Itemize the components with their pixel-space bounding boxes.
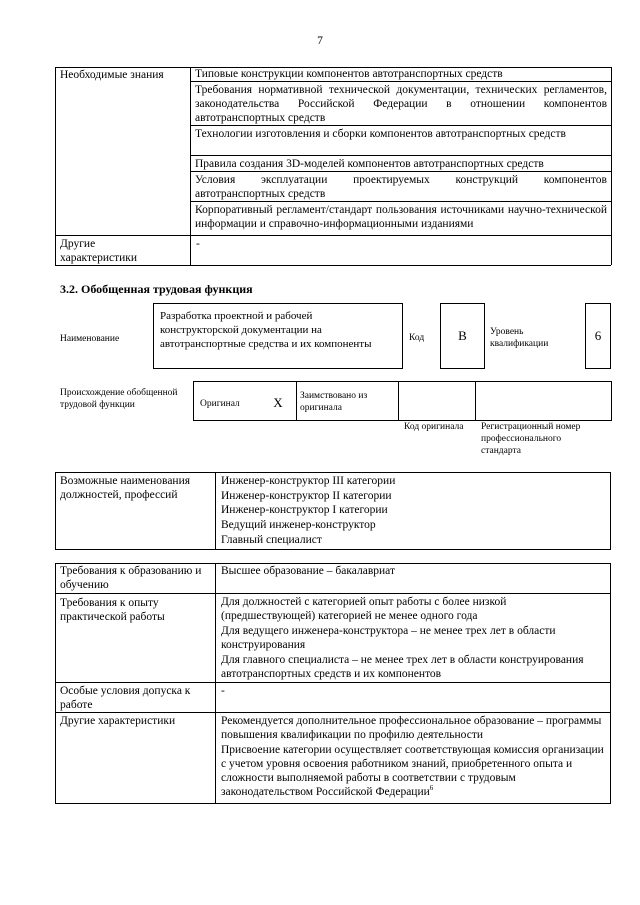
positions-label: Возможные наименования должностей, профессий: [60, 475, 191, 501]
knowledge-item: Требования нормативной технической документации, технических регламентов, законодательства Российской Федерации в отношении компонентов автотранспортных средств: [195, 84, 607, 124]
borrowed-label: Заимствовано из оригинала: [300, 391, 368, 413]
admission-label: Особые условия допуска к работе: [60, 685, 191, 711]
code-value: B: [458, 328, 467, 343]
other-characteristics-label: Другие характеристики: [60, 238, 138, 264]
education-value: Высшее образование – бакалавриат: [221, 565, 395, 577]
knowledge-item: Условия эксплуатации проектируемых конструкций компонентов автотранспортных средств: [195, 174, 607, 200]
experience-line: Для должностей с категорией опыт работы с более низкой (предшествующей) категорией не менее одного года: [221, 596, 507, 622]
code-label: Код: [409, 333, 425, 343]
position-item: Ведущий инженер-конструктор: [221, 519, 376, 531]
experience-line: Для главного специалиста – не менее трех лет в области конструирования автотранспортных средств и их компонентов: [221, 654, 584, 680]
other-requirement-line: [221, 743, 607, 799]
knowledge-label: Необходимые знания: [60, 69, 164, 81]
qualification-level-label: Уровень квалификации: [490, 327, 549, 349]
other-requirement-text: Присвоение категории осуществляет соответствующая комиссия организации с учетом уровня освоения работником знаний, приобретенного опыта и сложности выполняемой работы в соответствии с трудовым законодательством Российской Федерации: [221, 744, 604, 798]
other-characteristics-value: -: [196, 238, 200, 250]
position-item: Инженер-конструктор II категории: [221, 490, 392, 502]
experience-line: Для ведущего инженера-конструктора – не менее трех лет в области конструирования: [221, 625, 556, 651]
registration-number-caption: Регистрационный номер профессионального стандарта: [481, 422, 581, 456]
code-original-caption: Код оригинала: [404, 422, 464, 432]
original-label: Оригинал: [200, 399, 240, 409]
admission-value: -: [221, 685, 225, 697]
name-value: Разработка проектной и рабочей конструкторской документации на автотранспортные средства и их компоненты: [160, 310, 372, 350]
origin-label: Происхождение обобщенной трудовой функции: [60, 388, 178, 410]
page-number: 7: [317, 35, 323, 47]
knowledge-item: Технологии изготовления и сборки компонентов автотранспортных средств: [195, 128, 566, 140]
other-requirement-line: Рекомендуется дополнительное профессиональное образование – программы повышения квалификации по профилю деятельности: [221, 715, 602, 741]
name-label: Наименование: [60, 334, 120, 344]
experience-label: Требования к опыту практической работы: [60, 597, 165, 623]
knowledge-item: Правила создания 3D-моделей компонентов автотранспортных средств: [195, 158, 544, 170]
other-requirements-label: Другие характеристики: [60, 715, 176, 727]
knowledge-item: Типовые конструкции компонентов автотранспортных средств: [195, 68, 503, 80]
original-mark: X: [273, 395, 283, 410]
section-heading: 3.2. Обобщенная трудовая функция: [60, 282, 253, 296]
footnote-mark: 6: [429, 784, 434, 793]
position-item: Главный специалист: [221, 534, 322, 546]
knowledge-item: Корпоративный регламент/стандарт пользования источниками научно-технической информации и справочно-информационными изданиями: [195, 204, 607, 230]
position-item: Инженер-конструктор I категории: [221, 504, 388, 516]
education-label: Требования к образованию и обучению: [60, 565, 202, 591]
position-item: Инженер-конструктор III категории: [221, 475, 396, 487]
qualification-level-value: 6: [594, 328, 602, 343]
